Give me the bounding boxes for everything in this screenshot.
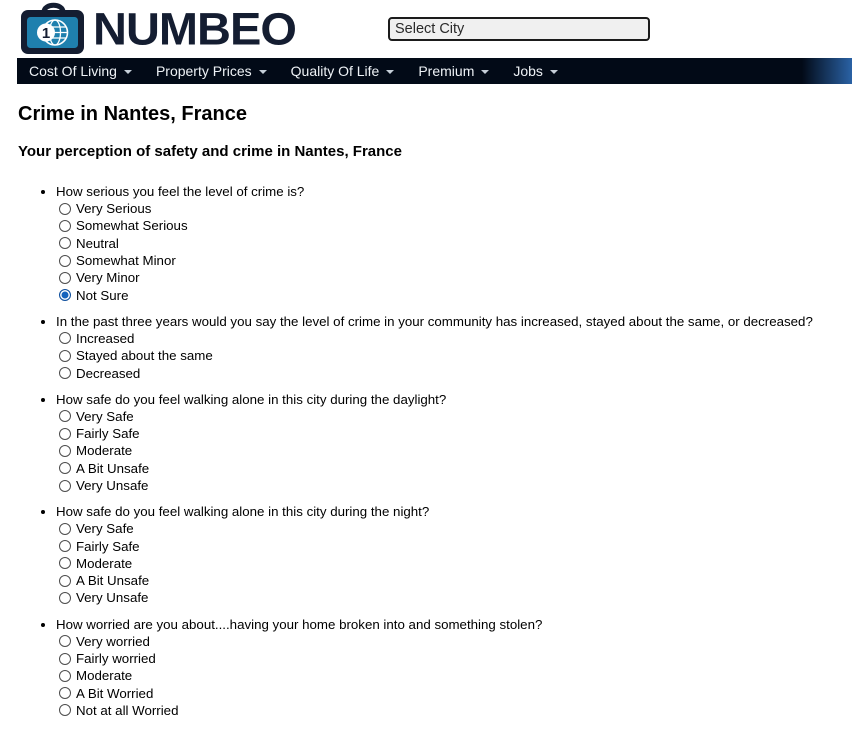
radio-option-label: A Bit Unsafe [76,573,150,589]
radio-button[interactable] [59,704,71,716]
survey-question [56,503,834,606]
radio-option-label: Moderate [76,443,133,459]
survey-question [56,183,834,304]
radio-option-label: Moderate [76,555,133,571]
radio-option-not-sure[interactable] [56,286,834,303]
radio-option-label: Decreased [76,365,141,381]
nav-item-label: Quality Of Life [290,63,380,79]
radio-option-decreased[interactable] [56,364,834,381]
radio-button[interactable] [59,367,71,379]
question-options [56,408,834,494]
radio-button[interactable] [59,557,71,569]
radio-button[interactable] [59,332,71,344]
caret-down-icon [550,70,558,74]
survey-question [56,616,834,719]
radio-button[interactable] [59,480,71,492]
radio-option-moderate[interactable] [56,555,834,572]
nav-item-label: Property Prices [155,63,252,79]
radio-button[interactable] [59,203,71,215]
caret-down-icon [386,70,394,74]
radio-option-label: Very Minor [76,270,140,286]
caret-down-icon [259,70,267,74]
radio-option-a-bit-worried[interactable] [56,685,834,702]
question-options [56,520,834,606]
nav-item-label: Cost Of Living [29,63,117,79]
suitcase-globe-icon [18,2,88,56]
radio-option-neutral[interactable] [56,235,834,252]
radio-option-fairly-safe[interactable] [56,425,834,442]
radio-option-a-bit-unsafe[interactable] [56,460,834,477]
radio-option-label: Very Unsafe [76,478,149,493]
radio-button[interactable] [59,592,71,604]
radio-button[interactable] [59,462,71,474]
radio-button[interactable] [59,410,71,422]
radio-option-label: Fairly Safe [76,426,140,442]
radio-option-label: Increased [76,330,135,346]
question-text: • How serious you feel the level of crime is? [56,184,305,199]
radio-option-very-safe[interactable] [56,408,834,425]
radio-option-label: Not Sure [76,287,129,303]
radio-option-label: Very Serious [76,201,152,217]
question-options [56,200,834,304]
radio-option-very-minor[interactable] [56,269,834,286]
question-text: • How safe do you feel walking alone in this city during the night? [56,504,430,520]
radio-button[interactable] [59,272,71,284]
survey-question-list [18,183,834,719]
radio-option-label: A Bit Worried [76,685,154,701]
radio-button[interactable] [59,687,71,699]
caret-down-icon [124,70,132,74]
nav-item-quality-of-life[interactable] [279,58,407,84]
radio-button[interactable] [59,575,71,587]
radio-option-label: Very Unsafe [76,590,149,606]
radio-button[interactable] [59,220,71,232]
radio-option-label: A Bit Unsafe [76,460,150,476]
radio-option-label: Very Safe [76,408,134,424]
main-content [18,103,834,719]
nav-item-label: Jobs [513,63,543,79]
nav-item-jobs[interactable] [501,58,570,84]
survey-question [56,313,834,382]
radio-button[interactable] [59,445,71,457]
question-options [56,633,834,719]
radio-option-label: Moderate [76,668,133,684]
radio-option-increased[interactable] [56,330,834,347]
nav-item-premium[interactable] [406,58,501,84]
radio-option-somewhat-serious[interactable] [56,217,834,234]
radio-option-label: Neutral [76,235,119,251]
page-subtitle: Your perception of safety and crime in Nantes, France [18,143,402,160]
radio-option-label: Very Safe [76,521,134,537]
radio-option-very-unsafe[interactable] [56,589,834,606]
survey-question [56,391,834,494]
radio-option-a-bit-unsafe[interactable] [56,572,834,589]
radio-option-very-safe[interactable] [56,520,834,537]
question-text: • How safe do you feel walking alone in this city during the daylight? [56,391,447,407]
main-nav [17,58,852,84]
radio-option-fairly-worried[interactable] [56,650,834,667]
page-title: Crime in Nantes, France [18,103,247,125]
radio-option-somewhat-minor[interactable] [56,252,834,269]
nav-item-label: Premium [418,63,475,79]
nav-item-cost-of-living[interactable] [17,58,144,84]
radio-button[interactable] [59,350,71,362]
nav-item-property-prices[interactable] [144,58,279,84]
radio-button[interactable] [59,540,71,552]
radio-option-stayed-about-the-same[interactable] [56,347,834,364]
radio-option-label: Not at all Worried [76,702,179,718]
radio-option-not-at-all-worried[interactable] [56,702,834,719]
radio-option-label: Fairly worried [76,651,156,667]
numbeo-wordmark: NUMBEO [93,3,296,54]
radio-option-fairly-safe[interactable] [56,537,834,554]
select-city-input[interactable] [388,17,650,41]
caret-down-icon [481,70,489,74]
radio-option-moderate[interactable] [56,442,834,459]
radio-button[interactable] [59,428,71,440]
radio-option-very-serious[interactable] [56,200,834,217]
svg-text:1: 1 [41,25,51,42]
numbeo-logo[interactable] [18,2,296,56]
radio-option-very-unsafe[interactable] [56,477,834,494]
radio-option-label: Somewhat Minor [76,253,176,269]
question-options [56,330,834,382]
radio-button[interactable] [59,670,71,682]
question-text: • In the past three years would you say the level of crime in your community has increased, stayed about the same, or decreased? [56,313,813,329]
radio-option-moderate[interactable] [56,667,834,684]
site-header [0,0,852,58]
radio-option-label: Stayed about the same [76,348,213,364]
radio-button[interactable] [59,255,71,267]
radio-option-label: Somewhat Serious [76,218,188,234]
radio-button[interactable] [59,635,71,647]
radio-option-very-worried[interactable] [56,633,834,650]
radio-button[interactable] [59,289,71,301]
radio-button[interactable] [59,237,71,249]
radio-option-label: Very worried [76,633,150,649]
radio-button[interactable] [59,523,71,535]
question-text: • How worried are you about....having your home broken into and something stolen? [56,616,543,632]
radio-button[interactable] [59,653,71,665]
radio-option-label: Fairly Safe [76,538,140,554]
